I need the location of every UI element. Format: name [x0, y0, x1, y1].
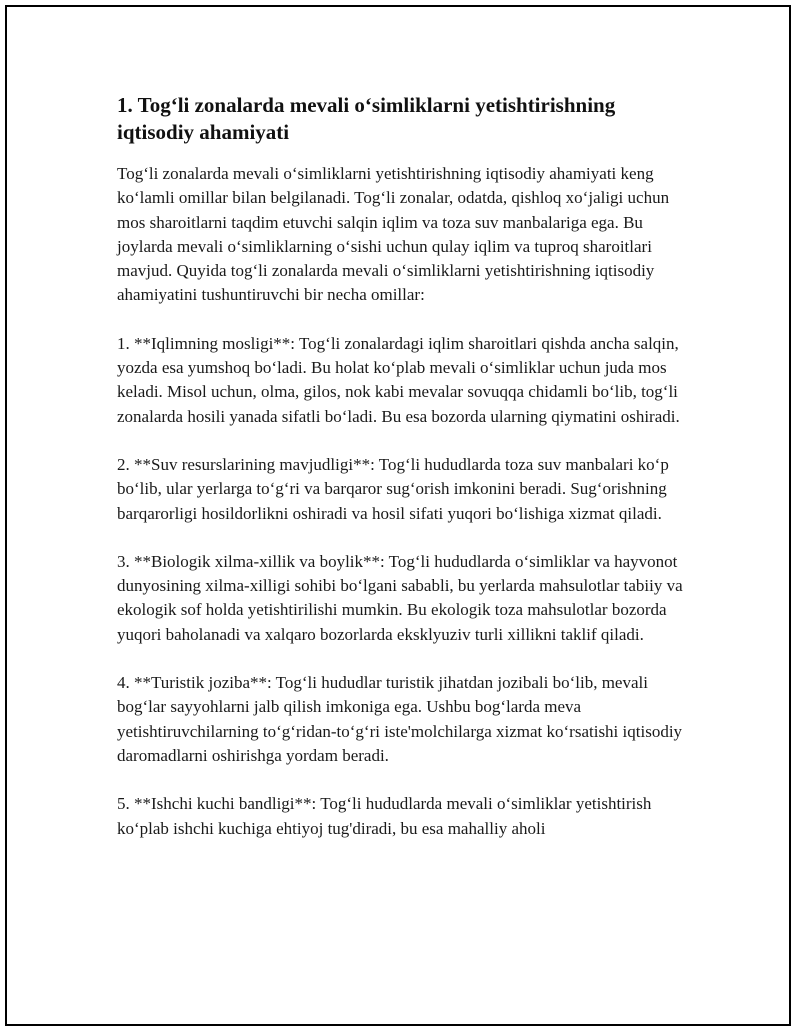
paragraph-tourism: 4. **Turistik joziba**: Tog‘li hududlar turistik jihatdan jozibali bo‘lib, mevali bog‘lar sayyohlarni jalb qilish imkoniga ega. Ushbu bog‘larda meva yetishtiruvchilarning to‘g‘ridan-to‘g‘ri iste'molchilarga xizmat ko‘rsatishi iqtisodiy daromadlarni oshirishga yordam beradi.: [117, 673, 683, 765]
intro-paragraph: Tog‘li zonalarda mevali o‘simliklarni yetishtirishning iqtisodiy ahamiyati keng ko‘lamli omillar bilan belgilanadi. Tog‘li zonalar, odatda, qishloq xo‘jaligi uchun mos sharoitlarni taqdim etuvchi salqin iqlim va toza suv manbalariga ega. Bu joylarda mevali o‘simliklarning o‘sishi uchun qulay iqlim va tuproq sharoitlari mavjud. Quyida tog‘li zonalarda mevali o‘simliklarni yetishtirishning iqtisodiy ahamiyatini tushuntiruvchi bir necha omillar:: [117, 164, 670, 305]
paragraph-biodiversity: 3. **Biologik xilma-xillik va boylik**: Tog‘li hududlarda o‘simliklar va hayvonot dunyosining xilma-xilligi sohibi bo‘lgani sababli, bu yerlarda mahsulotlar tabiiy va ekologik sof holda yetishtirilishi mumkin. Bu ekologik toza mahsulotlar bozorda yuqori baholanadi va xalqaro bozorlarda eksklyuziv turli xillikni taklif qiladi.: [117, 551, 683, 644]
section-title: 1. Tog‘li zonalarda mevali o‘simliklarni yetishtirishning iqtisodiy ahamiyati: [117, 93, 616, 144]
paragraph-labor: 5. **Ishchi kuchi bandligi**: Tog‘li hududlarda mevali o‘simliklar yetishtirish ko‘plab ishchi kuchiga ehtiyoj tug'diradi, bu esa mahalliy aholi: [117, 794, 652, 838]
paragraph-water-resources: 2. **Suv resurslarining mavjudligi**: Tog‘li hududlarda toza suv manbalari ko‘p bo‘lib, ular yerlarga to‘g‘ri va barqaror sug‘orish imkonini beradi. Sug‘orishning barqarorligi hosildorlikni oshiradi va hosil sifati yuqori bo‘lishiga xizmat qiladi.: [117, 454, 669, 523]
document-body: [117, 92, 697, 865]
paragraph-climate: 1. **Iqlimning mosligi**: Tog‘li zonalardagi iqlim sharoitlari qishda ancha salqin, yozda esa yumshoq bo‘ladi. Bu holat ko‘plab mevali o‘simliklar uchun juda mos keladi. Misol uchun, olma, gilos, nok kabi mevalar sovuqqa chidamli bo‘lib, tog‘li zonalarda hosili yanada sifatli bo‘ladi. Bu esa bozorda ularning qiymatini oshiradi.: [117, 333, 680, 426]
